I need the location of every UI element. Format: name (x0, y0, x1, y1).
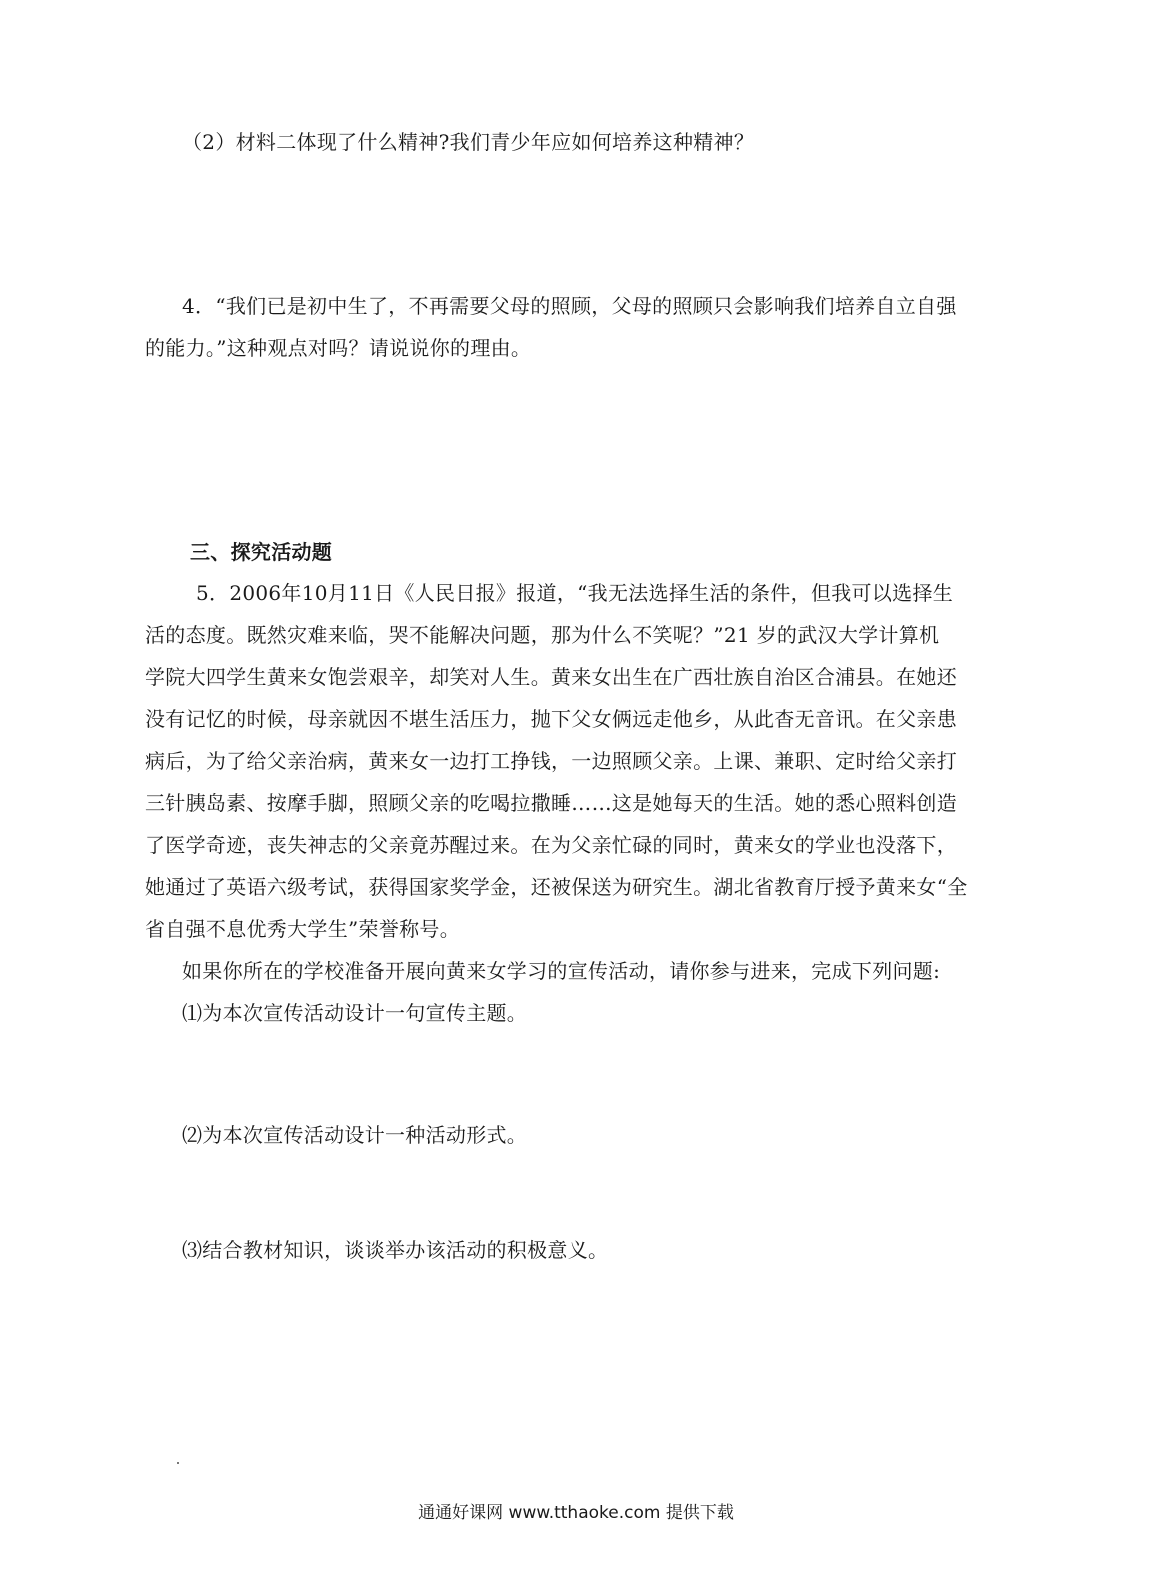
question-5-line-2: 活的态度。既然灾难来临，哭不能解决问题，那为什么不笑呢？”21 岁的武汉大学计算机 (145, 623, 940, 647)
question-3-part-2: （2）材料二体现了什么精神?我们青少年应如何培养这种精神？ (182, 130, 755, 154)
question-4-line-1: 4．“我们已是初中生了，不再需要父母的照顾，父母的照顾只会影响我们培养自立自强 (182, 294, 957, 318)
question-5-line-3: 学院大四学生黄来女饱尝艰辛，却笑对人生。黄来女出生在广西壮族自治区合浦县。在她还 (145, 665, 957, 689)
question-5-line-6: 三针胰岛素、按摩手脚，照顾父亲的吃喝拉撒睡……这是她每天的生活。她的悉心照料创造 (145, 791, 957, 815)
question-4-line-2: 的能力。”这种观点对吗？请说说你的理由。 (145, 336, 532, 360)
question-5-line-1: 5．2006年10月11日《人民日报》报道，“我无法选择生活的条件，但我可以选择生 (196, 581, 954, 605)
question-5-part-2: ⑵为本次宣传活动设计一种活动形式。 (182, 1123, 528, 1147)
question-5-line-9: 省自强不息优秀大学生”荣誉称号。 (145, 917, 461, 941)
question-5-line-5: 病后，为了给父亲治病，黄来女一边打工挣钱，一边照顾父亲。上课、兼职、定时给父亲打 (145, 749, 957, 773)
question-5-intro: 如果你所在的学校准备开展向黄来女学习的宣传活动，请你参与进来，完成下列问题: (182, 959, 941, 983)
question-5-line-4: 没有记忆的时候，母亲就因不堪生活压力，抛下父女俩远走他乡，从此杳无音讯。在父亲患 (145, 707, 957, 731)
question-5-line-7: 了医学奇迹，丧失神志的父亲竟苏醒过来。在为父亲忙碌的同时，黄来女的学业也没落下， (145, 833, 957, 857)
section-heading: 三、探究活动题 (190, 540, 333, 564)
question-5-line-8: 她通过了英语六级考试，获得国家奖学金，还被保送为研究生。湖北省教育厅授予黄来女“全 (145, 875, 968, 899)
scan-dot (177, 1462, 179, 1464)
question-5-part-3: ⑶结合教材知识，谈谈举办该活动的积极意义。 (182, 1238, 609, 1262)
page-footer: 通通好课网 www.tthaoke.com 提供下载 (418, 1503, 734, 1523)
question-5-part-1: ⑴为本次宣传活动设计一句宣传主题。 (182, 1001, 528, 1025)
